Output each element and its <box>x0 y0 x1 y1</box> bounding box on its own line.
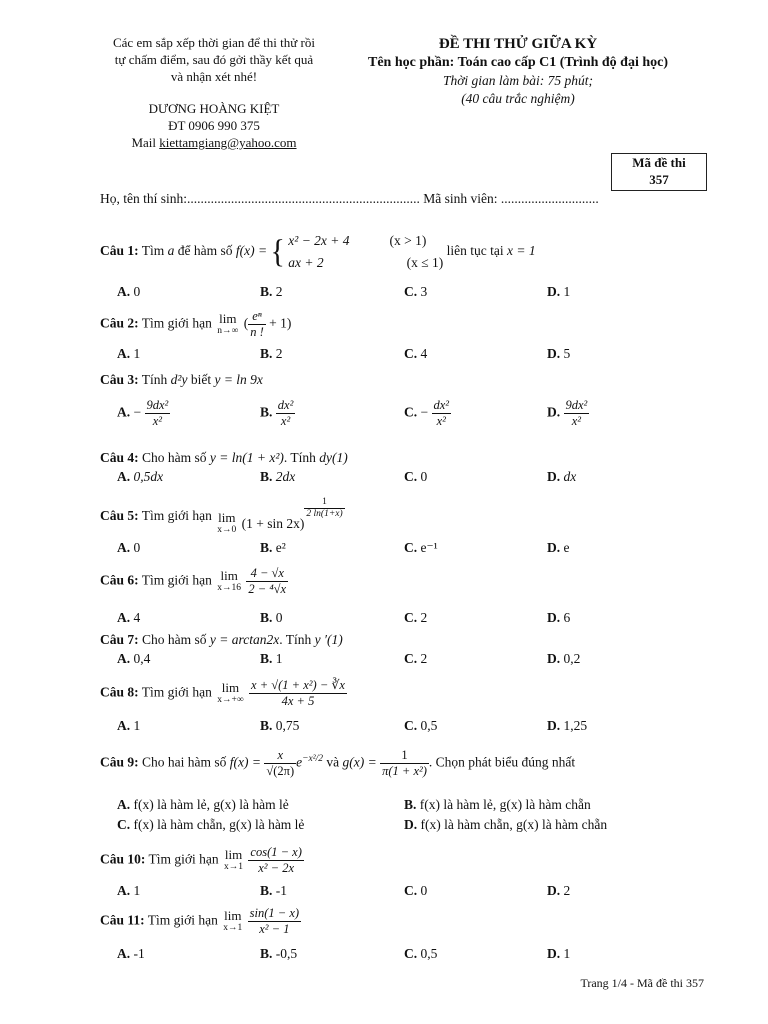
math-expr: y = ln(1 + x²) <box>209 450 284 465</box>
math-expr: y ′(1) <box>314 632 343 647</box>
fraction: $\frac{x}{√(2\pi)}$ <box>266 748 295 778</box>
author-email-line <box>96 134 332 151</box>
question-text: Tìm giới hạn <box>145 851 223 867</box>
option-c[interactable]: C. 2 <box>404 610 428 625</box>
option-c[interactable]: C. 4 <box>404 346 428 361</box>
question-10 <box>100 845 304 876</box>
option-d[interactable]: D. f(x) là hàm chẵn, g(x) là hàm chẵn <box>404 817 608 832</box>
option-b[interactable]: B. e² <box>260 540 286 555</box>
fraction: $\frac{\text{x + √(1 + x²) − ∛x}}{4x + 5}$ <box>251 678 345 708</box>
question-text: Tìm giới hạn <box>138 508 216 524</box>
question-text: Tính <box>138 372 171 387</box>
mail-label: Mail <box>131 135 160 150</box>
exam-code-label: Mã đề thi <box>632 155 686 170</box>
exam-code-box <box>611 153 707 191</box>
limit-operator: lim x→16 <box>217 567 242 593</box>
option-a[interactable]: A. 1 <box>117 346 141 361</box>
note-line: tự chấm điểm, sau đó gởi thầy kết quả <box>114 52 314 67</box>
option-d[interactable]: D. dx <box>547 469 577 484</box>
math-expr: + 1) <box>265 315 292 331</box>
author-block <box>96 100 332 151</box>
math-expr: d²y <box>170 372 188 387</box>
option-b[interactable]: B. -1 <box>260 883 288 898</box>
math-expr: f(x) = <box>229 754 261 770</box>
option-d[interactable]: D. 1,25 <box>547 718 588 733</box>
question-label: Câu 1: <box>100 243 139 259</box>
math-expr: x = 1 <box>507 243 536 259</box>
option-c[interactable]: C. 0 <box>404 883 428 898</box>
student-info-line: Họ, tên thí sinh:..................................................................... Mã sinh viên: ............................. <box>100 191 599 206</box>
fraction: $\frac{\cos(1 - x)}{\text{x² − 2x}}$ <box>250 845 302 875</box>
math-expr: y = arctan2x <box>209 632 280 647</box>
option-b[interactable]: B. 2 <box>260 346 283 361</box>
option-c[interactable]: C. 0 <box>404 469 428 484</box>
option-c[interactable]: C. 3 <box>404 284 428 299</box>
question-text: Tìm giới hạn <box>144 912 222 928</box>
question-8 <box>100 678 347 709</box>
option-d[interactable]: D. 5 <box>547 346 571 361</box>
question-label: Câu 10: <box>100 851 146 867</box>
math-paren: ( <box>243 315 249 331</box>
option-b[interactable]: B. 0,75 <box>260 718 300 733</box>
question-text: . Tính <box>283 450 320 465</box>
question-text: Cho hai hàm số <box>138 754 230 770</box>
question-label: Câu 6: <box>100 572 139 588</box>
option-c[interactable]: C. 2 <box>404 651 428 666</box>
option-b[interactable]: B. 2 <box>260 284 283 299</box>
limit-operator: lim x→0 <box>217 510 237 535</box>
question-text: biết <box>187 372 215 387</box>
question-text: . Tính <box>279 632 315 647</box>
exponent-fraction: $\frac{1}{2 \ln(1+x)}$ <box>306 497 343 519</box>
exam-title: ĐỀ THI THỬ GIỮA KỲ <box>438 36 598 52</box>
brace-symbol: { <box>270 233 285 270</box>
option-c[interactable]: C. − $\frac{\text{dx²}}{\text{x²}}$ <box>404 398 450 428</box>
instruction-note <box>96 34 332 85</box>
question-text: để hàm số <box>174 243 236 259</box>
question-text: Cho hàm số <box>138 632 210 647</box>
option-c[interactable]: C. f(x) là hàm chẵn, g(x) là hàm lẻ <box>117 817 305 832</box>
question-label: Câu 11: <box>100 912 145 928</box>
option-a[interactable]: A. f(x) là hàm lẻ, g(x) là hàm lẻ <box>117 797 289 812</box>
note-line: và nhận xét nhé! <box>170 69 258 84</box>
question-label: Câu 9: <box>100 754 139 770</box>
question-3 <box>100 372 263 388</box>
question-label: Câu 4: <box>100 450 139 465</box>
question-text: liên tục tại <box>446 243 508 259</box>
math-expr: (1 + sin 2x) <box>241 516 305 531</box>
option-c[interactable]: C. 0,5 <box>404 718 438 733</box>
author-email-link[interactable]: kiettamgiang@yahoo.com <box>159 135 297 150</box>
question-11 <box>100 906 301 937</box>
note-line: Các em sắp xếp thời gian để thi thử rồi <box>112 35 315 50</box>
option-a[interactable]: A. 1 <box>117 718 141 733</box>
option-b[interactable]: B. f(x) là hàm lẻ, g(x) là hàm chẵn <box>404 797 591 812</box>
exam-code-value: 357 <box>649 172 669 187</box>
piece-cond: (x > 1) <box>389 233 427 248</box>
option-b[interactable]: B. 1 <box>260 651 283 666</box>
math-expr: f(x) = <box>235 243 268 259</box>
question-9 <box>100 748 575 779</box>
limit-operator: lim x→1 <box>224 846 244 872</box>
math-expr: g(x) = <box>342 754 377 770</box>
question-text: Tìm giới hạn <box>138 572 216 588</box>
option-a[interactable]: A. 4 <box>117 610 141 625</box>
question-text: và <box>326 754 343 770</box>
question-4 <box>100 450 348 466</box>
option-b[interactable]: B. 0 <box>260 610 283 625</box>
question-text: Cho hàm số <box>138 450 210 465</box>
piecewise-block <box>288 230 443 274</box>
question-7 <box>100 632 343 648</box>
page-footer: Trang 1/4 - Mã đề thi 357 <box>580 976 704 990</box>
option-d[interactable]: D. 1 <box>547 946 571 961</box>
question-text: Tìm <box>138 243 168 259</box>
question-label: Câu 5: <box>100 508 139 524</box>
fraction: $\frac{\text{eⁿ}}{n !}$ <box>250 309 264 339</box>
question-text: . Chọn phát biểu đúng nhất <box>428 754 576 770</box>
course-name: Tên học phần: Toán cao cấp C1 (Trình độ đại học) <box>367 55 669 70</box>
option-b[interactable]: B. 2dx <box>260 469 296 484</box>
option-a[interactable]: A. 0 <box>117 284 141 299</box>
option-a[interactable]: A. 1 <box>117 883 141 898</box>
question-2 <box>100 309 291 340</box>
exam-duration: Thời gian làm bài: 75 phút; <box>442 73 594 88</box>
question-label: Câu 2: <box>100 315 139 331</box>
exam-header <box>346 34 690 108</box>
question-1 <box>100 230 536 274</box>
option-d[interactable]: D. 2 <box>547 883 571 898</box>
option-a[interactable]: A. 0,5dx <box>117 469 164 484</box>
fraction: $\frac{\sin(1 - x)}{\text{x² − 1}}$ <box>249 906 300 936</box>
math-expr: e <box>296 754 303 770</box>
option-b[interactable]: B. $\frac{\text{dx²}}{\text{x²}}$ <box>260 398 294 428</box>
question-label: Câu 8: <box>100 684 139 700</box>
option-a[interactable]: A. − $\frac{\text{9dx²}}{\text{x²}}$ <box>117 398 169 428</box>
option-c[interactable]: C. 0,5 <box>404 946 438 961</box>
math-expr: y = ln 9x <box>214 372 263 387</box>
question-count: (40 câu trắc nghiệm) <box>461 91 575 106</box>
option-a[interactable]: A. 0 <box>117 540 141 555</box>
option-a[interactable]: A. -1 <box>117 946 145 961</box>
piece-expr: ax + 2 <box>288 255 324 270</box>
question-label: Câu 7: <box>100 632 139 647</box>
limit-operator: lim n→∞ <box>217 310 239 336</box>
question-text: Tìm giới hạn <box>138 315 216 331</box>
exponent: −x²/2 <box>302 754 323 765</box>
option-d[interactable]: D. 0,2 <box>547 651 581 666</box>
question-6 <box>100 566 288 597</box>
option-b[interactable]: B. -0,5 <box>260 946 298 961</box>
limit-operator: lim x→1 <box>223 907 243 933</box>
fraction: $\frac{4 - √x}{\text{2 − ⁴√x}}$ <box>248 566 287 596</box>
math-var: a <box>167 243 175 259</box>
fraction: $\frac{1}{\text{π(1 + x²)}}$ <box>382 748 427 778</box>
option-d[interactable]: D. 6 <box>547 610 571 625</box>
option-a[interactable]: A. 0,4 <box>117 651 151 666</box>
option-d[interactable]: D. 1 <box>547 284 571 299</box>
piece-expr: x² − 2x + 4 <box>288 233 350 248</box>
option-d[interactable]: D. e <box>547 540 570 555</box>
piece-cond: (x ≤ 1) <box>406 255 444 270</box>
author-name: DƯƠNG HOÀNG KIỆT <box>148 101 280 116</box>
math-expr: dy(1) <box>319 450 348 465</box>
question-text: Tìm giới hạn <box>138 684 216 700</box>
question-5 <box>100 497 345 537</box>
option-d[interactable]: D. $\frac{\text{9dx²}}{\text{x²}}$ <box>547 398 588 428</box>
author-phone: ĐT 0906 990 375 <box>168 118 260 133</box>
limit-operator: lim x→+∞ <box>217 679 244 705</box>
option-c[interactable]: C. e⁻¹ <box>404 540 438 555</box>
question-label: Câu 3: <box>100 372 139 387</box>
